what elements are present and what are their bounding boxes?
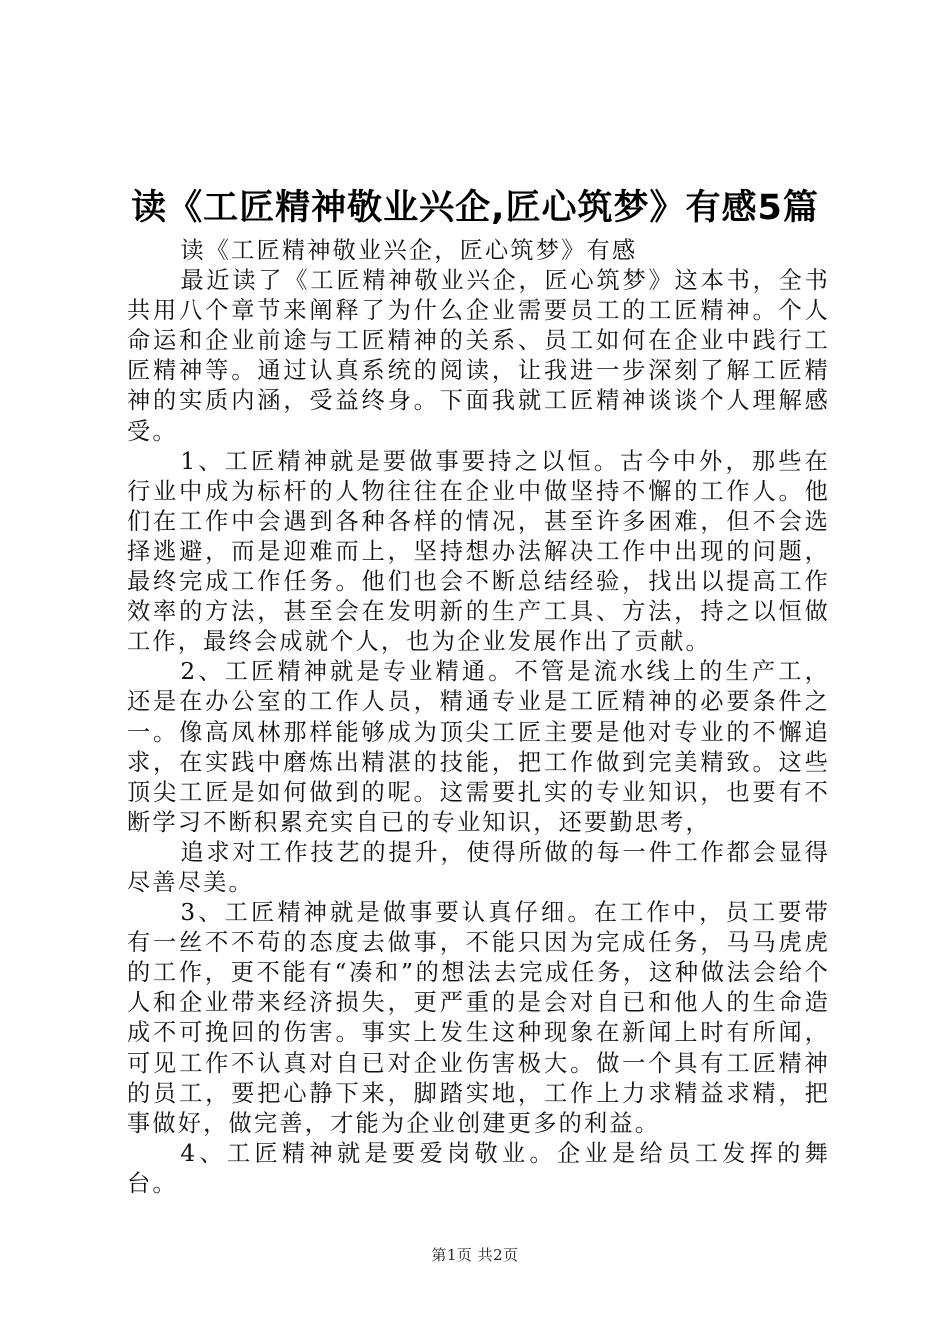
- paragraph-point-3: 3、工匠精神就是做事要认真仔细。在工作中，员工要带有一丝不不苟的态度去做事，不能只因为完成任务，马马虎虎的工作，更不能有“凑和”的想法去完成任务，这种做法会给个人和企业带来经济损失，更严重的是会对自已和他人的生命造成不可挽回的伤害。事实上发生这种现象在新闻上时有所闻，可见工作不认真对自已对企业伤害极大。做一个具有工匠精神的员工，要把心静下来，脚踏实地，工作上力求精益求精，把事做好，做完善，才能为企业创建更多的利益。: [127, 899, 830, 1137]
- page-footer: 第1页 共2页: [431, 1246, 519, 1264]
- paragraph-point-1: 1、工匠精神就是要做事要持之以恒。古今中外，那些在行业中成为标杆的人物往往在企业中做坚持不懈的工作人。他们在工作中会遇到各种各样的情况，甚至许多困难，但不会选择逃避，而是迎难而上，坚持想办法解决工作中出现的问题，最终完成工作任务。他们也会不断总结经验，找出以提高工作效率的方法，甚至会在发明新的生产工具、方法，持之以恒做工作，最终会成就个人，也为企业发展作出了贡献。: [127, 447, 830, 656]
- paragraph-point-2: 2、工匠精神就是专业精通。不管是流水线上的生产工，还是在办公室的工作人员，精通专业是工匠精神的必要条件之一。像高凤林那样能够成为顶尖工匠主要是他对专业的不懈追求，在实践中磨炼出精湛的技能，把工作做到完美精致。这些顶尖工匠是如何做到的呢。这需要扎实的专业知识，也要有不断学习不断积累充实自已的专业知识，还要勤思考，: [127, 658, 830, 836]
- paragraph-intro: 最近读了《工匠精神敬业兴企，匠心筑梦》这本书，全书共用八个章节来阐释了为什么企业需要员工的工匠精神。个人命运和企业前途与工匠精神的关系、员工如何在企业中践行工匠精神等。通过认真系统的阅读，让我进一步深刻了解工匠精神的实质内涵，受益终身。下面我就工匠精神谈谈个人理解感受。: [127, 267, 830, 445]
- document-subtitle: 读《工匠精神敬业兴企，匠心筑梦》有感: [180, 237, 638, 264]
- paragraph-point-4: 4、工匠精神就是要爱岗敬业。企业是给员工发挥的舞台。: [127, 1139, 830, 1197]
- document-body: [127, 236, 830, 1199]
- document-title: 读《工匠精神敬业兴企,匠心筑梦》有感5篇: [131, 188, 819, 228]
- paragraph-point-2-continued: 追求对工作技艺的提升，使得所做的每一件工作都会显得尽善尽美。: [127, 838, 830, 896]
